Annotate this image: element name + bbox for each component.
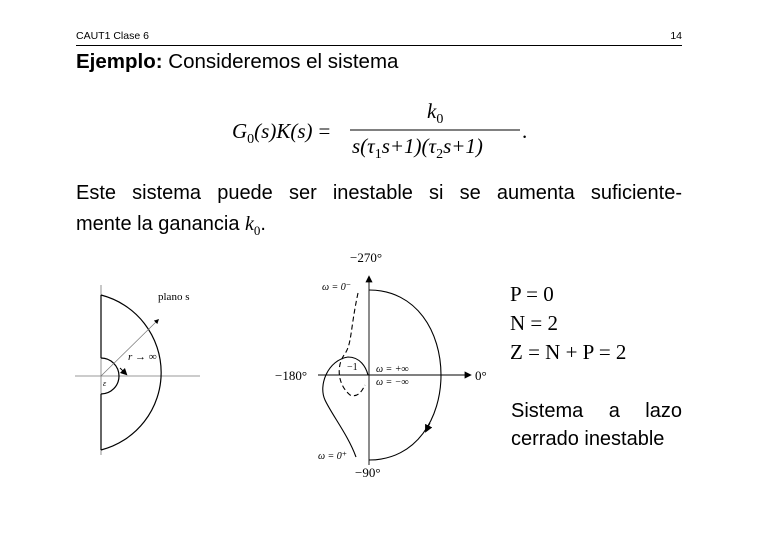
paragraph-end: . [260, 213, 266, 235]
label-w0-plus: ω = 0⁺ [318, 451, 348, 462]
eq-G-sub: 0 [247, 132, 255, 147]
equation-lhs [232, 119, 330, 147]
eq-den-c: s+1) [443, 134, 483, 158]
eq-period: . [522, 119, 528, 143]
eq-equals: = [318, 119, 331, 143]
large-semicircle [101, 295, 161, 450]
paragraph-line2: mente la ganancia [76, 213, 246, 235]
label-right: 0° [475, 368, 487, 383]
s-plane-contour-figure [70, 280, 210, 460]
heading-bold: Ejemplo: [76, 50, 163, 73]
eq-den-a: s( [352, 134, 368, 158]
label-w-plus-inf: ω = +∞ [376, 364, 409, 375]
conclusion-line1: Sistema a lazo [511, 400, 682, 422]
body-paragraph [76, 178, 682, 246]
eq-s2: (s) [290, 119, 313, 143]
eq-den-b: s+1)( [381, 134, 429, 158]
eq-s1: (s) [254, 119, 277, 143]
paragraph-k: k [245, 213, 254, 235]
label-left: −180° [275, 368, 308, 383]
radius-arrow [101, 320, 158, 376]
header-course: CAUT1 Clase 6 [76, 30, 149, 42]
arc-direction-arrow [426, 423, 430, 431]
eq-P: P = 0 [510, 282, 554, 306]
eq-G: G [232, 119, 248, 143]
solid-branch [323, 357, 368, 457]
nyquist-plot-figure [270, 245, 500, 485]
eq-tau1-sub: 1 [374, 147, 382, 162]
slide-heading [76, 50, 398, 74]
label-top: −270° [350, 250, 383, 265]
transfer-function-equation [232, 96, 562, 166]
eq-tau2-sub: 2 [436, 147, 444, 162]
eq-num-k-sub: 0 [436, 112, 444, 127]
label-w-minus-inf: ω = −∞ [376, 377, 409, 388]
eq-num-k: k [427, 99, 437, 123]
radius-label: r → ∞ [128, 351, 157, 363]
label-bottom: −90° [355, 465, 381, 480]
paragraph-line1: Este sistema puede ser inestable si se aumenta suficiente- [76, 182, 682, 204]
header-rule [76, 45, 682, 46]
eq-Z: Z = N + P = 2 [510, 340, 627, 364]
epsilon-label: ε [103, 379, 107, 388]
heading-rest: Consideremos el sistema [168, 50, 399, 73]
splane-label: plano s [158, 291, 190, 303]
eq-tau2: τ [428, 134, 437, 158]
eq-tau1: τ [367, 134, 375, 158]
contour-direction-arrow [120, 368, 126, 374]
equation-denominator [352, 134, 483, 162]
header-page-number: 14 [670, 30, 682, 42]
conclusion-line2: cerrado inestable [511, 428, 665, 450]
eq-K: K [276, 119, 291, 143]
label-w0-minus: ω = 0⁻ [322, 282, 352, 293]
label-minus-one: −1 [347, 362, 358, 373]
equation-numerator [427, 99, 443, 127]
conclusion-text [511, 397, 682, 453]
eq-N: N = 2 [510, 311, 559, 335]
dashed-branch [339, 293, 365, 396]
stability-equations [510, 280, 626, 367]
paragraph-k-sub: 0 [253, 223, 261, 238]
